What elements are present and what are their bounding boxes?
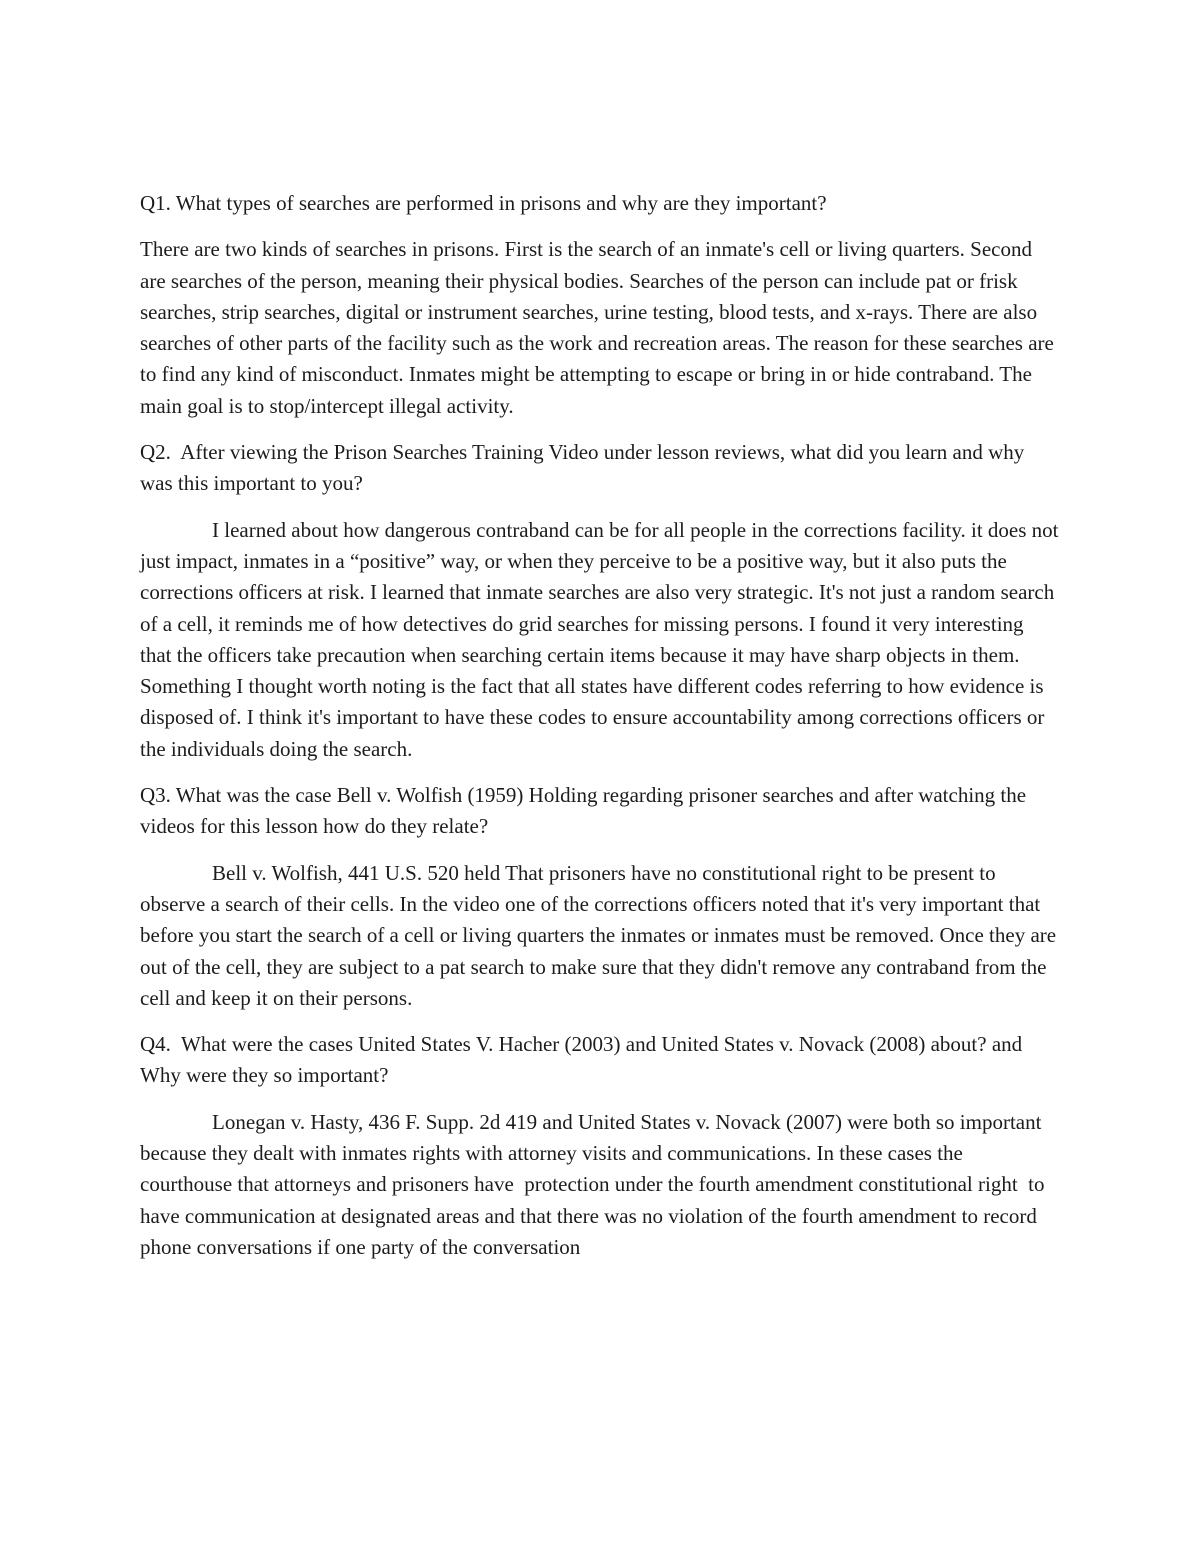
answer-4: Lonegan v. Hasty, 436 F. Supp. 2d 419 and United States v. Novack (2007) were both so important because they dealt with inmates rights with attorney visits and communications. In these cases the courthouse that attorneys and prisoners have protection under the fourth amendment constitutional right to have communication at designated areas and that there was no violation of the fourth amendment to record phone conversations if one party of the conversation [140,1109,1050,1259]
question-1: Q1. What types of searches are performed in prisons and why are they important? [140,191,827,215]
question-2: Q2. After viewing the Prison Searches Training Video under lesson reviews, what did you learn and why was this important to you? [140,440,1030,496]
answer-3: Bell v. Wolfish, 441 U.S. 520 held That prisoners have no constitutional right to be present to observe a search of their cells. In the video one of the corrections officers noted that it's very important that before you start the search of a cell or living quarters the inmates or inmates must be removed. Once they are out of the cell, they are subject to a pat search to make sure that they didn't remove any contraband from the cell and keep it on their persons. [140,860,1062,1010]
answer-1: There are two kinds of searches in prisons. First is the search of an inmate's cell or living quarters. Second are searches of the person, meaning their physical bodies. Searches of the person can include pat or frisk searches, strip searches, digital or instrument searches, urine testing, blood tests, and x-rays. There are also searches of other parts of the facility such as the work and recreation areas. The reason for these searches are to find any kind of misconduct. Inmates might be attempting to escape or bring in or hide contraband. The main goal is to stop/intercept illegal activity. [140,237,1060,418]
answer-2: I learned about how dangerous contraband can be for all people in the corrections facility. it does not just impact, inmates in a “positive” way, or when they perceive to be a positive way, but it also puts the corrections officers at risk. I learned that inmate searches are also very strategic. It's not just a random search of a cell, it reminds me of how detectives do grid searches for missing persons. I found it very interesting that the officers take precaution when searching certain items because it may have sharp objects in them. Something I thought worth noting is the fact that all states have different codes referring to how evidence is disposed of. I think it's important to have these codes to ensure accountability among corrections officers or the individuals doing the search. [140,517,1064,761]
question-3: Q3. What was the case Bell v. Wolfish (1959) Holding regarding prisoner searches and after watching the videos for this lesson how do they relate? [140,783,1032,839]
question-4: Q4. What were the cases United States V. Hacher (2003) and United States v. Novack (2008) about? and Why were they so important? [140,1032,1028,1088]
document-body [140,188,1064,1278]
